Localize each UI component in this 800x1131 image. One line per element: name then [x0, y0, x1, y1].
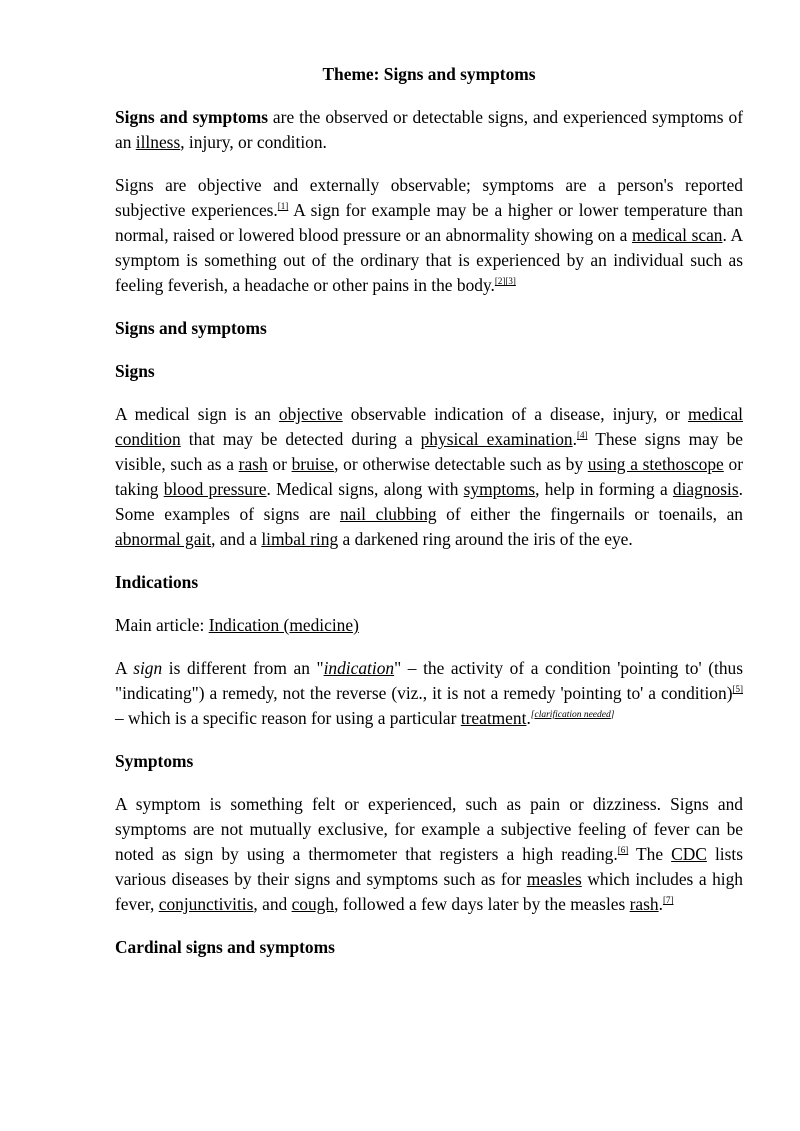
link-using-a-stethoscope[interactable]: using a stethoscope — [587, 454, 724, 474]
heading-signs-and-symptoms: Signs and symptoms — [115, 318, 267, 338]
sign-word: sign — [133, 658, 163, 678]
ref-7[interactable]: [7] — [662, 895, 674, 905]
indication-paragraph: A sign is different from an "indication" – the activity of a condition 'pointing to' (thus "indicating") a remedy, not the reverse (viz., it is not a remedy 'pointing to' a condition)[5] – which is a specific reason for using a particular treatment.[clarification needed] — [115, 658, 743, 728]
heading-signs: Signs — [115, 361, 155, 381]
link-indication[interactable]: indication — [323, 658, 395, 678]
ref-5[interactable]: [5] — [732, 684, 743, 694]
document-title: Theme: Signs and symptoms — [322, 64, 536, 84]
link-objective[interactable]: objective — [278, 404, 343, 424]
link-illness[interactable]: illness — [135, 132, 181, 152]
link-cdc[interactable]: CDC — [671, 844, 707, 864]
link-clarification-needed[interactable]: clarification needed — [534, 710, 611, 720]
link-conjunctivitis[interactable]: conjunctivitis — [158, 894, 254, 914]
link-blood-pressure[interactable]: blood pressure — [163, 479, 267, 499]
document-page — [115, 62, 743, 978]
ref-4[interactable]: [4] — [576, 430, 588, 440]
link-symptoms[interactable]: symptoms — [463, 479, 536, 499]
ref-3[interactable]: [3] — [505, 276, 516, 286]
link-indication-medicine[interactable]: Indication (medicine) — [208, 615, 359, 635]
link-medical-scan[interactable]: medical scan — [631, 225, 723, 245]
main-article-line: Main article: Indication (medicine) — [115, 615, 359, 635]
link-physical-examination[interactable]: physical examination — [420, 429, 573, 449]
link-abnormal-gait[interactable]: abnormal gait — [115, 529, 212, 549]
link-limbal-ring[interactable]: limbal ring — [261, 529, 339, 549]
heading-cardinal-signs-and-symptoms: Cardinal signs and symptoms — [115, 937, 335, 957]
link-medical-condition[interactable]: medical condition — [115, 404, 743, 449]
link-measles-rash[interactable]: rash — [629, 894, 659, 914]
symptoms-paragraph: A symptom is something felt or experienced, such as pain or dizziness. Signs and symptoms are not mutually exclusive, for example a subjective feeling of fever can be noted as sign by using a thermometer that registers a high reading.[6] The CDC lists various diseases by their signs and symptoms such as for measles which includes a high fever, conjunctivitis, and cough, followed a few days later by the measles rash.[7] — [115, 794, 743, 914]
link-nail-clubbing[interactable]: nail clubbing — [339, 504, 437, 524]
ref-2[interactable]: [2] — [494, 276, 506, 286]
link-cough[interactable]: cough — [291, 894, 335, 914]
definition-paragraph: Signs are objective and externally observable; symptoms are a person's reported subjective experiences.[1] A sign for example may be a higher or lower temperature than normal, raised or lowered blood pressure or an abnormality showing on a medical scan. A symptom is something out of the ordinary that is experienced by an individual such as feeling feverish, a headache or other pains in the body.[2][3] — [115, 175, 743, 295]
intro-paragraph: Signs and symptoms are the observed or detectable signs, and experienced symptoms of an illness, injury, or condition. — [115, 107, 743, 152]
heading-indications: Indications — [115, 572, 199, 592]
link-treatment[interactable]: treatment — [460, 708, 527, 728]
ref-6[interactable]: [6] — [617, 845, 629, 855]
signs-paragraph: A medical sign is an objective observable indication of a disease, injury, or medical condition that may be detected during a physical examination.[4] These signs may be visible, such as a rash or bruise, or otherwise detectable such as by using a stethoscope or taking blood pressure. Medical signs, along with symptoms, help in forming a diagnosis. Some examples of signs are nail clubbing of either the fingernails or toenails, an abnormal gait, and a limbal ring a darkened ring around the iris of the eye. — [115, 404, 744, 549]
ref-1[interactable]: [1] — [277, 201, 289, 211]
link-measles[interactable]: measles — [526, 869, 582, 889]
intro-term: Signs and symptoms — [115, 107, 268, 127]
link-diagnosis[interactable]: diagnosis — [672, 479, 739, 499]
heading-symptoms: Symptoms — [115, 751, 194, 771]
link-rash[interactable]: rash — [238, 454, 268, 474]
link-bruise[interactable]: bruise — [291, 454, 335, 474]
